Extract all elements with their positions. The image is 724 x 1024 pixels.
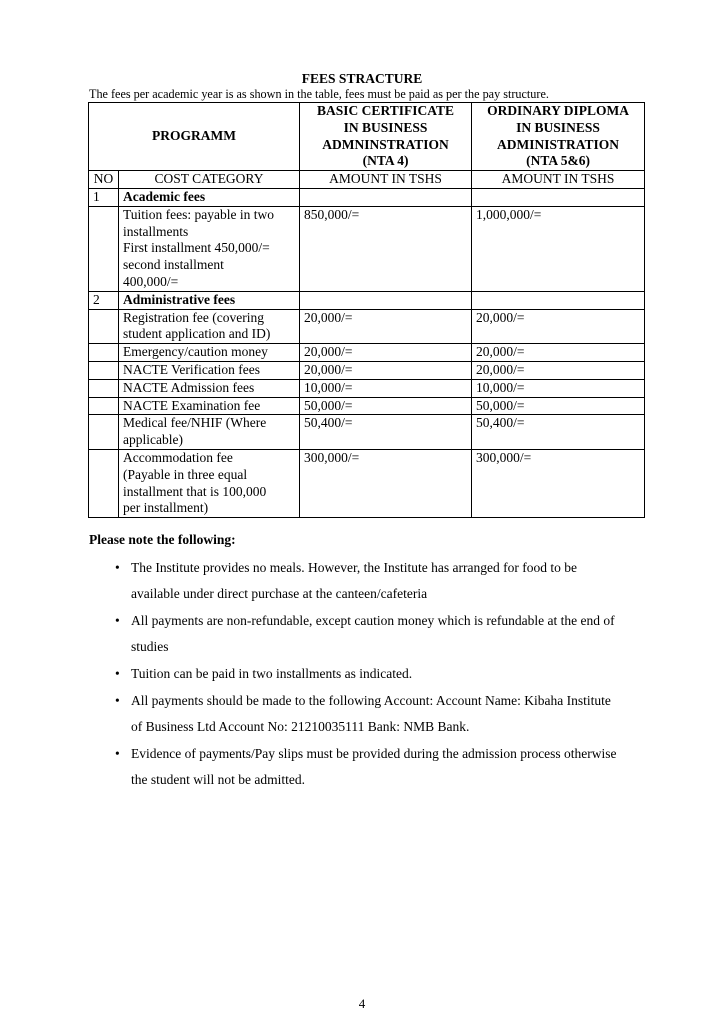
cost-category bbox=[119, 361, 300, 379]
cost-category-line: Accommodation fee bbox=[123, 449, 233, 465]
amount-basic-certificate: 20,000/= bbox=[300, 344, 472, 362]
program1-line: IN BUSINESS bbox=[343, 119, 428, 135]
cost-category-line: First installment 450,000/= bbox=[123, 240, 270, 256]
section-number: 2 bbox=[89, 291, 119, 309]
intro-text: The fees per academic year is as shown in the table, fees must be paid as per the pay structure. bbox=[89, 87, 549, 101]
cost-category-line: Emergency/caution money bbox=[123, 344, 268, 360]
amount-basic-certificate: 20,000/= bbox=[300, 361, 472, 379]
cost-category bbox=[119, 309, 300, 344]
cost-category-line: 400,000/= bbox=[123, 273, 179, 289]
note-item bbox=[0, 688, 724, 740]
page-title: FEES STRACTURE bbox=[301, 71, 423, 86]
note-item bbox=[0, 608, 724, 660]
notes-list bbox=[0, 555, 724, 794]
note-text: The Institute provides no meals. However, the Institute has arranged for food to be available under direct purchase at the canteen/cafeteria bbox=[131, 560, 577, 601]
cost-category-line: Medical fee/NHIF (Where bbox=[123, 415, 267, 431]
program2-line: (NTA 5&6) bbox=[526, 153, 590, 169]
note-item bbox=[0, 661, 724, 687]
amount-ordinary-diploma: 50,000/= bbox=[472, 397, 645, 415]
fee-row bbox=[89, 361, 645, 379]
note-text: Tuition can be paid in two installments as indicated. bbox=[131, 666, 413, 681]
cost-category-line: Registration fee (covering bbox=[123, 309, 264, 325]
col-no-header: NO bbox=[89, 171, 119, 189]
fee-row bbox=[89, 449, 645, 517]
bullet-icon: • bbox=[115, 693, 120, 708]
cost-category-line: NACTE Examination fee bbox=[123, 397, 261, 413]
cost-category-line: second installment bbox=[123, 257, 224, 273]
fee-row-no bbox=[89, 361, 119, 379]
fees-table-body bbox=[89, 103, 645, 518]
program-basic-certificate bbox=[300, 103, 472, 171]
fee-row-no bbox=[89, 415, 119, 450]
amount-ordinary-diploma: 300,000/= bbox=[472, 449, 645, 517]
cost-category bbox=[119, 397, 300, 415]
program2-line: ADMINISTRATION bbox=[497, 136, 620, 152]
amount-basic-certificate: 20,000/= bbox=[300, 309, 472, 344]
column-header-row bbox=[89, 171, 645, 189]
col-amount-diploma-header: AMOUNT IN TSHS bbox=[472, 171, 645, 189]
section-name: Academic fees bbox=[119, 188, 300, 206]
bullet-icon: • bbox=[115, 560, 120, 575]
amount-basic-certificate: 300,000/= bbox=[300, 449, 472, 517]
amount-ordinary-diploma: 10,000/= bbox=[472, 379, 645, 397]
section-number: 1 bbox=[89, 188, 119, 206]
amount-basic-certificate: 50,000/= bbox=[300, 397, 472, 415]
fee-row bbox=[89, 309, 645, 344]
program1-line: BASIC CERTIFICATE bbox=[317, 103, 454, 118]
cost-category-line: NACTE Admission fees bbox=[123, 379, 255, 395]
cost-category-line: installments bbox=[123, 223, 189, 239]
section-row bbox=[89, 188, 645, 206]
fee-row-no bbox=[89, 397, 119, 415]
fee-row-no bbox=[89, 206, 119, 291]
fee-row bbox=[89, 397, 645, 415]
amount-basic-certificate: 10,000/= bbox=[300, 379, 472, 397]
fee-row bbox=[89, 379, 645, 397]
amount-ordinary-diploma: 1,000,000/= bbox=[472, 206, 645, 291]
cost-category bbox=[119, 206, 300, 291]
section-name: Administrative fees bbox=[119, 291, 300, 309]
amount-ordinary-diploma: 20,000/= bbox=[472, 344, 645, 362]
programme-header-row bbox=[89, 103, 645, 171]
notes-heading: Please note the following: bbox=[89, 532, 236, 547]
cost-category-line: NACTE Verification fees bbox=[123, 361, 260, 377]
fee-row-no bbox=[89, 449, 119, 517]
section-row bbox=[89, 291, 645, 309]
section-spacer bbox=[472, 188, 645, 206]
program1-line: (NTA 4) bbox=[362, 153, 409, 169]
fee-row bbox=[89, 206, 645, 291]
program2-line: IN BUSINESS bbox=[516, 119, 600, 135]
col-amount-basic-header: AMOUNT IN TSHS bbox=[300, 171, 472, 189]
cost-category-line: (Payable in three equal bbox=[123, 466, 248, 482]
cost-category-line: applicable) bbox=[123, 432, 183, 448]
note-text: Evidence of payments/Pay slips must be provided during the admission process otherwise the student will not be admitted. bbox=[131, 746, 617, 787]
section-spacer bbox=[300, 291, 472, 309]
note-item bbox=[0, 741, 724, 793]
note-text: All payments are non-refundable, except caution money which is refundable at the end of studies bbox=[131, 613, 615, 654]
bullet-icon: • bbox=[115, 613, 120, 628]
bullet-icon: • bbox=[115, 746, 120, 761]
cost-category bbox=[119, 415, 300, 450]
fee-row bbox=[89, 344, 645, 362]
amount-ordinary-diploma: 20,000/= bbox=[472, 361, 645, 379]
page-number: 4 bbox=[358, 996, 366, 1011]
bullet-icon: • bbox=[115, 666, 120, 681]
fees-table bbox=[88, 102, 645, 518]
cost-category-line: per installment) bbox=[123, 500, 209, 516]
fee-row bbox=[89, 415, 645, 450]
amount-basic-certificate: 50,400/= bbox=[300, 415, 472, 450]
note-text: All payments should be made to the following Account: Account Name: Kibaha Institute of Business Ltd Account No: 21210035111 Bank: NMB Bank. bbox=[131, 693, 611, 734]
fee-row-no bbox=[89, 344, 119, 362]
cost-category bbox=[119, 449, 300, 517]
program-ordinary-diploma bbox=[472, 103, 645, 171]
section-spacer bbox=[300, 188, 472, 206]
amount-ordinary-diploma: 50,400/= bbox=[472, 415, 645, 450]
section-spacer bbox=[472, 291, 645, 309]
cost-category bbox=[119, 379, 300, 397]
program1-line: ADMNINSTRATION bbox=[322, 136, 449, 152]
amount-ordinary-diploma: 20,000/= bbox=[472, 309, 645, 344]
cost-category-line: Tuition fees: payable in two bbox=[123, 206, 274, 222]
note-item bbox=[0, 555, 724, 607]
fee-row-no bbox=[89, 379, 119, 397]
programme-label: PROGRAMM bbox=[89, 103, 300, 171]
amount-basic-certificate: 850,000/= bbox=[300, 206, 472, 291]
cost-category-line: installment that is 100,000 bbox=[123, 483, 267, 499]
col-cost-category-header: COST CATEGORY bbox=[119, 171, 300, 189]
fee-row-no bbox=[89, 309, 119, 344]
program2-line: ORDINARY DIPLOMA bbox=[487, 103, 629, 118]
cost-category bbox=[119, 344, 300, 362]
cost-category-line: student application and ID) bbox=[123, 326, 271, 342]
